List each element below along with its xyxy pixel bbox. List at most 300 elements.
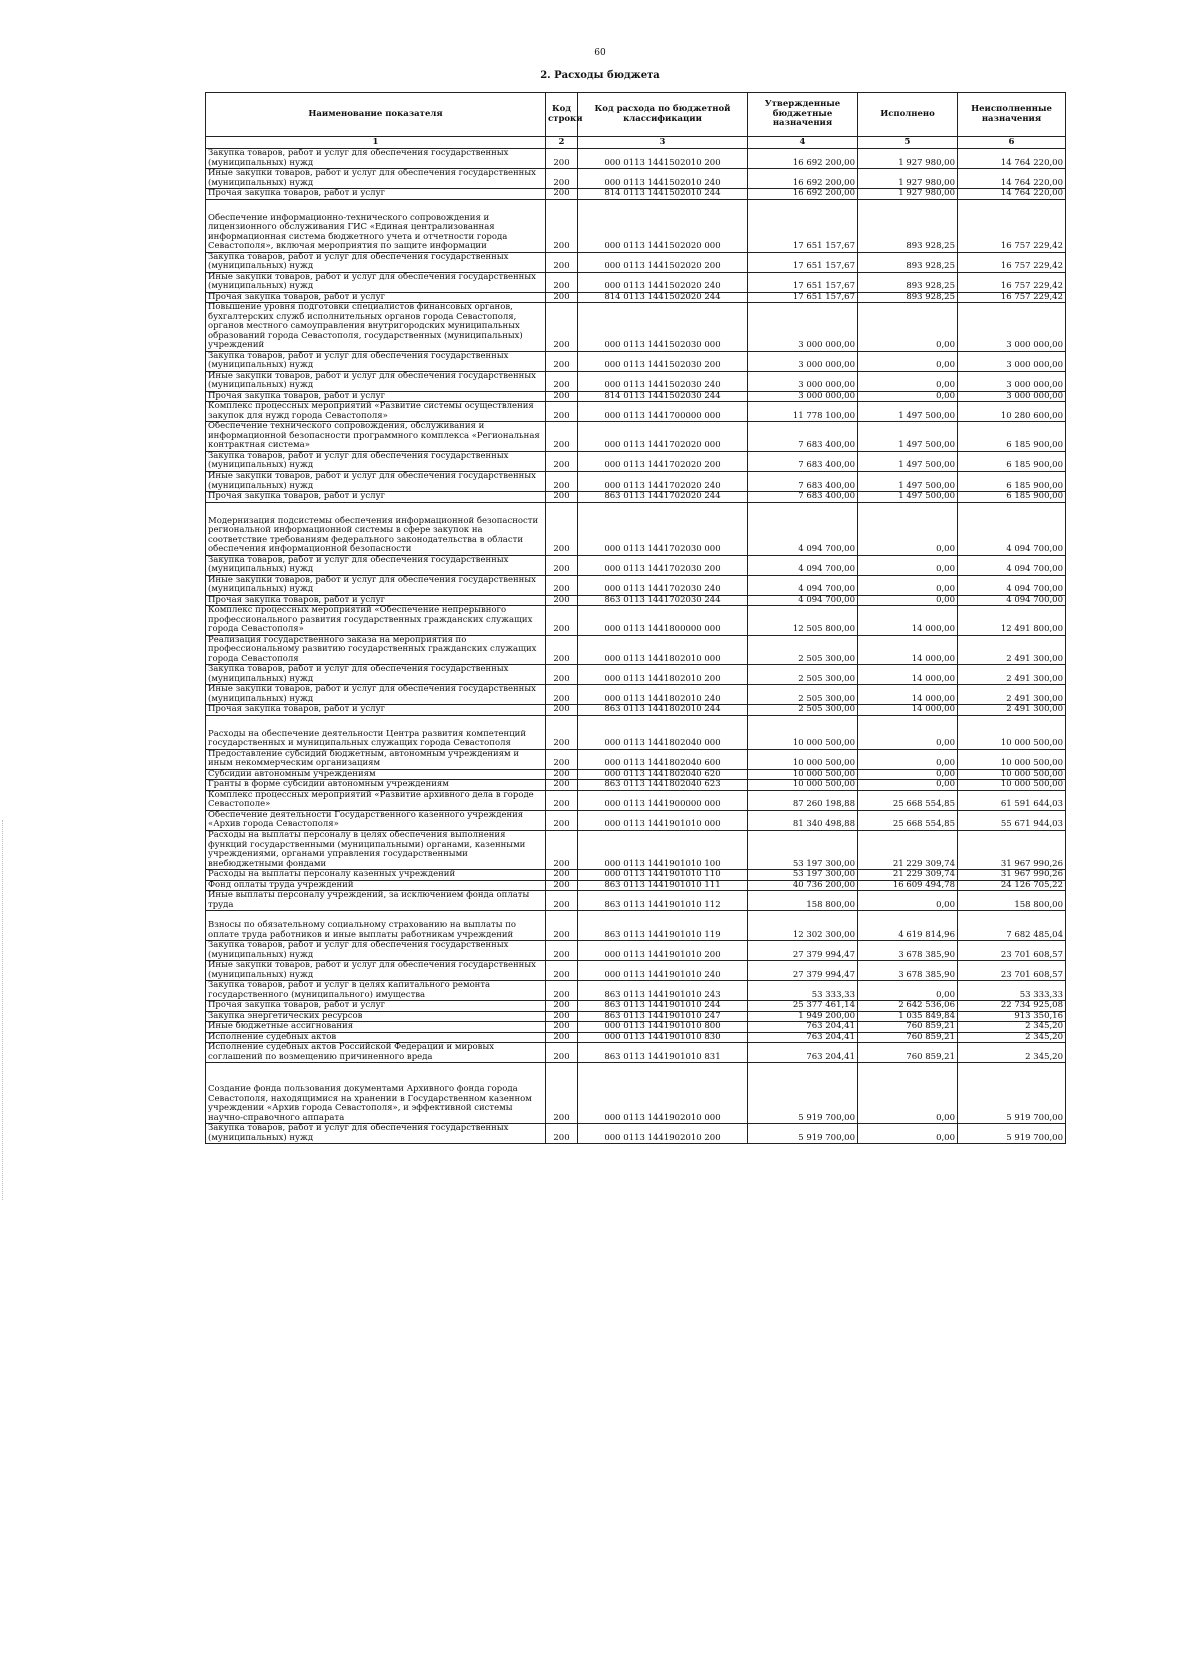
row-budget-code: 863 0113 1441702030 244 xyxy=(578,595,748,606)
row-approved: 763 204,41 xyxy=(748,1022,858,1033)
row-executed: 21 229 309,74 xyxy=(858,870,958,881)
row-budget-code: 814 0113 1441502030 244 xyxy=(578,391,748,402)
row-budget-code: 000 0113 1441502030 200 xyxy=(578,351,748,371)
table-row xyxy=(206,402,1066,422)
row-approved: 25 377 461,14 xyxy=(748,1001,858,1012)
row-approved: 10 000 500,00 xyxy=(748,780,858,791)
row-line-code: 200 xyxy=(546,1001,578,1012)
row-executed: 1 497 500,00 xyxy=(858,471,958,491)
row-budget-code: 863 0113 1441901010 831 xyxy=(578,1043,748,1063)
row-line-code: 200 xyxy=(546,1124,578,1144)
row-executed: 0,00 xyxy=(858,749,958,769)
row-approved: 12 302 300,00 xyxy=(748,911,858,941)
table-row xyxy=(206,391,1066,402)
table-row xyxy=(206,1063,1066,1124)
row-name: Закупка товаров, работ и услуг для обеспечения государственных (муниципальных) нужд xyxy=(206,665,546,685)
column-number: 1 xyxy=(206,137,546,149)
table-row xyxy=(206,292,1066,303)
row-line-code: 200 xyxy=(546,1063,578,1124)
table-row xyxy=(206,422,1066,452)
row-unexecuted: 55 671 944,03 xyxy=(958,810,1066,830)
row-budget-code: 863 0113 1441901010 247 xyxy=(578,1011,748,1022)
row-approved: 2 505 300,00 xyxy=(748,665,858,685)
table-row xyxy=(206,749,1066,769)
row-name: Иные закупки товаров, работ и услуг для обеспечения государственных (муниципальных) нужд xyxy=(206,961,546,981)
row-budget-code: 863 0113 1441802010 244 xyxy=(578,705,748,716)
row-name: Расходы на обеспечение деятельности Центра развития компетенций государственных и муниципальных служащих города Севастополя xyxy=(206,715,546,749)
row-line-code: 200 xyxy=(546,981,578,1001)
row-name: Модернизация подсистемы обеспечения информационной безопасности региональной информационной системы в сфере закупок на соответствие требованиям федерального законодательства в области обеспечения информационной безопасности xyxy=(206,502,546,555)
table-row xyxy=(206,715,1066,749)
row-executed: 14 000,00 xyxy=(858,685,958,705)
row-executed: 0,00 xyxy=(858,371,958,391)
column-number: 2 xyxy=(546,137,578,149)
row-approved: 7 683 400,00 xyxy=(748,471,858,491)
row-executed: 3 678 385,90 xyxy=(858,941,958,961)
row-executed: 0,00 xyxy=(858,891,958,911)
row-approved: 5 919 700,00 xyxy=(748,1063,858,1124)
row-line-code: 200 xyxy=(546,1032,578,1043)
row-unexecuted: 3 000 000,00 xyxy=(958,303,1066,352)
row-budget-code: 863 0113 1441901010 243 xyxy=(578,981,748,1001)
row-budget-code: 000 0113 1441901010 200 xyxy=(578,941,748,961)
row-name: Взносы по обязательному социальному страхованию на выплаты по оплате труда работников и иные выплаты работникам учреждений xyxy=(206,911,546,941)
row-approved: 10 000 500,00 xyxy=(748,749,858,769)
row-executed: 893 928,25 xyxy=(858,292,958,303)
row-approved: 81 340 498,88 xyxy=(748,810,858,830)
table-row xyxy=(206,635,1066,665)
table-row xyxy=(206,780,1066,791)
row-approved: 158 800,00 xyxy=(748,891,858,911)
row-budget-code: 000 0113 1441901010 830 xyxy=(578,1032,748,1043)
table-row xyxy=(206,471,1066,491)
row-unexecuted: 23 701 608,57 xyxy=(958,961,1066,981)
row-unexecuted: 14 764 220,00 xyxy=(958,189,1066,200)
row-executed: 760 859,21 xyxy=(858,1032,958,1043)
row-line-code: 200 xyxy=(546,880,578,891)
row-unexecuted: 14 764 220,00 xyxy=(958,149,1066,169)
row-budget-code: 863 0113 1441702020 244 xyxy=(578,492,748,503)
row-line-code: 200 xyxy=(546,252,578,272)
row-line-code: 200 xyxy=(546,451,578,471)
row-budget-code: 000 0113 1441700000 000 xyxy=(578,402,748,422)
row-unexecuted: 31 967 990,26 xyxy=(958,831,1066,870)
row-executed: 0,00 xyxy=(858,502,958,555)
row-line-code: 200 xyxy=(546,1022,578,1033)
row-name: Прочая закупка товаров, работ и услуг xyxy=(206,292,546,303)
row-approved: 10 000 500,00 xyxy=(748,715,858,749)
row-budget-code: 000 0113 1441901010 240 xyxy=(578,961,748,981)
table-row xyxy=(206,451,1066,471)
row-name: Предоставление субсидий бюджетным, автономным учреждениям и иным некоммерческим организациям xyxy=(206,749,546,769)
table-row xyxy=(206,606,1066,636)
row-approved: 2 505 300,00 xyxy=(748,705,858,716)
row-budget-code: 000 0113 1441802040 000 xyxy=(578,715,748,749)
table-row xyxy=(206,981,1066,1001)
row-approved: 763 204,41 xyxy=(748,1032,858,1043)
column-number: 6 xyxy=(958,137,1066,149)
row-budget-code: 000 0113 1441901010 000 xyxy=(578,810,748,830)
row-budget-code: 863 0113 1441802040 623 xyxy=(578,780,748,791)
row-line-code: 200 xyxy=(546,870,578,881)
row-budget-code: 000 0113 1441802010 200 xyxy=(578,665,748,685)
row-budget-code: 000 0113 1441702020 200 xyxy=(578,451,748,471)
row-name: Обеспечение информационно-технического сопровождения и лицензионного обслуживания ГИС «Единая централизованная информационная система бюджетного учета и отчетности города Севастополя», включая мероприятия по защите информации xyxy=(206,199,546,252)
row-executed: 0,00 xyxy=(858,595,958,606)
table-row xyxy=(206,705,1066,716)
row-name: Закупка товаров, работ и услуг для обеспечения государственных (муниципальных) нужд xyxy=(206,1124,546,1144)
table-row xyxy=(206,1124,1066,1144)
row-approved: 7 683 400,00 xyxy=(748,422,858,452)
row-unexecuted: 7 682 485,04 xyxy=(958,911,1066,941)
page-number: 60 xyxy=(594,48,606,58)
row-executed: 2 642 536,06 xyxy=(858,1001,958,1012)
row-name: Прочая закупка товаров, работ и услуг xyxy=(206,595,546,606)
row-name: Обеспечение технического сопровождения, обслуживания и информационной безопасности программного комплекса «Региональная контрактная система» xyxy=(206,422,546,452)
row-approved: 17 651 157,67 xyxy=(748,292,858,303)
row-executed: 1 927 980,00 xyxy=(858,189,958,200)
row-unexecuted: 2 491 300,00 xyxy=(958,685,1066,705)
row-line-code: 200 xyxy=(546,575,578,595)
row-line-code: 200 xyxy=(546,780,578,791)
row-line-code: 200 xyxy=(546,705,578,716)
row-budget-code: 863 0113 1441901010 112 xyxy=(578,891,748,911)
row-approved: 3 000 000,00 xyxy=(748,391,858,402)
column-number: 5 xyxy=(858,137,958,149)
table-row xyxy=(206,911,1066,941)
header-indicator-name: Наименование показателя xyxy=(206,93,546,137)
row-budget-code: 000 0113 1441802010 240 xyxy=(578,685,748,705)
row-budget-code: 000 0113 1441900000 000 xyxy=(578,790,748,810)
row-executed: 1 035 849,84 xyxy=(858,1011,958,1022)
row-name: Иные бюджетные ассигнования xyxy=(206,1022,546,1033)
table-row xyxy=(206,351,1066,371)
row-approved: 2 505 300,00 xyxy=(748,685,858,705)
row-approved: 4 094 700,00 xyxy=(748,575,858,595)
row-name: Иные выплаты персоналу учреждений, за исключением фонда оплаты труда xyxy=(206,891,546,911)
table-row xyxy=(206,941,1066,961)
row-budget-code: 000 0113 1441802040 600 xyxy=(578,749,748,769)
table-body xyxy=(206,149,1066,1144)
row-approved: 53 197 300,00 xyxy=(748,831,858,870)
row-name: Иные закупки товаров, работ и услуг для обеспечения государственных (муниципальных) нужд xyxy=(206,471,546,491)
row-unexecuted: 2 345,20 xyxy=(958,1032,1066,1043)
table-row xyxy=(206,870,1066,881)
row-name: Закупка энергетических ресурсов xyxy=(206,1011,546,1022)
row-line-code: 200 xyxy=(546,555,578,575)
row-executed: 893 928,25 xyxy=(858,199,958,252)
row-approved: 5 919 700,00 xyxy=(748,1124,858,1144)
row-name: Расходы на выплаты персоналу казенных учреждений xyxy=(206,870,546,881)
row-approved: 3 000 000,00 xyxy=(748,303,858,352)
row-approved: 40 736 200,00 xyxy=(748,880,858,891)
row-budget-code: 000 0113 1441902010 000 xyxy=(578,1063,748,1124)
row-unexecuted: 4 094 700,00 xyxy=(958,575,1066,595)
row-budget-code: 863 0113 1441901010 244 xyxy=(578,1001,748,1012)
table-row xyxy=(206,272,1066,292)
row-unexecuted: 4 094 700,00 xyxy=(958,502,1066,555)
budget-expenses-table xyxy=(205,92,1066,1144)
row-budget-code: 863 0113 1441901010 111 xyxy=(578,880,748,891)
row-executed: 0,00 xyxy=(858,1063,958,1124)
row-name: Иные закупки товаров, работ и услуг для обеспечения государственных (муниципальных) нужд xyxy=(206,575,546,595)
row-unexecuted: 10 280 600,00 xyxy=(958,402,1066,422)
row-unexecuted: 5 919 700,00 xyxy=(958,1063,1066,1124)
row-name: Закупка товаров, работ и услуг для обеспечения государственных (муниципальных) нужд xyxy=(206,351,546,371)
row-approved: 17 651 157,67 xyxy=(748,199,858,252)
row-line-code: 200 xyxy=(546,272,578,292)
row-unexecuted: 6 185 900,00 xyxy=(958,471,1066,491)
row-line-code: 200 xyxy=(546,769,578,780)
row-unexecuted: 2 491 300,00 xyxy=(958,635,1066,665)
row-unexecuted: 22 734 925,08 xyxy=(958,1001,1066,1012)
row-executed: 0,00 xyxy=(858,351,958,371)
row-line-code: 200 xyxy=(546,891,578,911)
row-approved: 10 000 500,00 xyxy=(748,769,858,780)
row-name: Прочая закупка товаров, работ и услуг xyxy=(206,391,546,402)
row-line-code: 200 xyxy=(546,502,578,555)
row-unexecuted: 4 094 700,00 xyxy=(958,595,1066,606)
row-name: Комплекс процессных мероприятий «Обеспечение непрерывного профессионального развития государственных гражданских служащих города Севастополя» xyxy=(206,606,546,636)
table-row xyxy=(206,891,1066,911)
row-line-code: 200 xyxy=(546,402,578,422)
table-row xyxy=(206,831,1066,870)
row-budget-code: 000 0113 1441702020 000 xyxy=(578,422,748,452)
row-unexecuted: 2 491 300,00 xyxy=(958,705,1066,716)
row-name: Повышение уровня подготовки специалистов финансовых органов, бухгалтерских служб исполнительных органов города Севастополя, органов местного самоуправления внутригородских муниципальных образований города Севастополя, государственных (муниципальных) учреждений xyxy=(206,303,546,352)
table-row xyxy=(206,169,1066,189)
row-executed: 0,00 xyxy=(858,715,958,749)
row-name: Прочая закупка товаров, работ и услуг xyxy=(206,1001,546,1012)
row-executed: 25 668 554,85 xyxy=(858,810,958,830)
row-budget-code: 000 0113 1441802010 000 xyxy=(578,635,748,665)
row-executed: 1 497 500,00 xyxy=(858,422,958,452)
row-line-code: 200 xyxy=(546,749,578,769)
row-unexecuted: 6 185 900,00 xyxy=(958,492,1066,503)
table-row xyxy=(206,665,1066,685)
row-unexecuted: 31 967 990,26 xyxy=(958,870,1066,881)
table-row xyxy=(206,502,1066,555)
row-approved: 4 094 700,00 xyxy=(748,595,858,606)
scan-margin-mark xyxy=(2,820,4,1200)
row-name: Иные закупки товаров, работ и услуг для обеспечения государственных (муниципальных) нужд xyxy=(206,169,546,189)
row-executed: 21 229 309,74 xyxy=(858,831,958,870)
row-line-code: 200 xyxy=(546,831,578,870)
table-row xyxy=(206,189,1066,200)
row-unexecuted: 61 591 644,03 xyxy=(958,790,1066,810)
row-unexecuted: 10 000 500,00 xyxy=(958,715,1066,749)
table-row xyxy=(206,961,1066,981)
table-row xyxy=(206,810,1066,830)
header-line-code: Код строки xyxy=(546,93,578,137)
row-line-code: 200 xyxy=(546,715,578,749)
row-name: Иные закупки товаров, работ и услуг для обеспечения государственных (муниципальных) нужд xyxy=(206,685,546,705)
row-approved: 16 692 200,00 xyxy=(748,149,858,169)
row-executed: 1 497 500,00 xyxy=(858,451,958,471)
row-approved: 3 000 000,00 xyxy=(748,351,858,371)
row-unexecuted: 16 757 229,42 xyxy=(958,272,1066,292)
row-unexecuted: 6 185 900,00 xyxy=(958,422,1066,452)
row-unexecuted: 913 350,16 xyxy=(958,1011,1066,1022)
row-executed: 893 928,25 xyxy=(858,272,958,292)
row-line-code: 200 xyxy=(546,810,578,830)
row-approved: 17 651 157,67 xyxy=(748,272,858,292)
row-line-code: 200 xyxy=(546,911,578,941)
row-line-code: 200 xyxy=(546,371,578,391)
row-line-code: 200 xyxy=(546,665,578,685)
table-row xyxy=(206,575,1066,595)
row-line-code: 200 xyxy=(546,199,578,252)
row-approved: 27 379 994,47 xyxy=(748,941,858,961)
row-name: Иные закупки товаров, работ и услуг для обеспечения государственных (муниципальных) нужд xyxy=(206,371,546,391)
row-approved: 11 778 100,00 xyxy=(748,402,858,422)
row-approved: 53 197 300,00 xyxy=(748,870,858,881)
table-row xyxy=(206,555,1066,575)
table-row xyxy=(206,1001,1066,1012)
row-name: Исполнение судебных актов xyxy=(206,1032,546,1043)
row-line-code: 200 xyxy=(546,790,578,810)
table-row xyxy=(206,492,1066,503)
row-executed: 14 000,00 xyxy=(858,705,958,716)
row-name: Исполнение судебных актов Российской Федерации и мировых соглашений по возмещению причиненного вреда xyxy=(206,1043,546,1063)
row-budget-code: 000 0113 1441702030 240 xyxy=(578,575,748,595)
row-name: Гранты в форме субсидии автономным учреждениям xyxy=(206,780,546,791)
table-row xyxy=(206,790,1066,810)
row-line-code: 200 xyxy=(546,635,578,665)
row-budget-code: 000 0113 1441502020 240 xyxy=(578,272,748,292)
row-unexecuted: 3 000 000,00 xyxy=(958,351,1066,371)
row-budget-code: 000 0113 1441502020 000 xyxy=(578,199,748,252)
row-executed: 0,00 xyxy=(858,769,958,780)
row-line-code: 200 xyxy=(546,1043,578,1063)
row-line-code: 200 xyxy=(546,189,578,200)
row-line-code: 200 xyxy=(546,1011,578,1022)
row-line-code: 200 xyxy=(546,149,578,169)
row-executed: 0,00 xyxy=(858,1124,958,1144)
row-unexecuted: 10 000 500,00 xyxy=(958,749,1066,769)
row-approved: 4 094 700,00 xyxy=(748,502,858,555)
row-approved: 53 333,33 xyxy=(748,981,858,1001)
row-line-code: 200 xyxy=(546,941,578,961)
row-executed: 14 000,00 xyxy=(858,606,958,636)
row-name: Комплекс процессных мероприятий «Развитие системы осуществления закупок для нужд города Севастополя» xyxy=(206,402,546,422)
row-budget-code: 000 0113 1441901010 110 xyxy=(578,870,748,881)
row-executed: 14 000,00 xyxy=(858,665,958,685)
row-unexecuted: 16 757 229,42 xyxy=(958,252,1066,272)
row-executed: 0,00 xyxy=(858,981,958,1001)
row-executed: 25 668 554,85 xyxy=(858,790,958,810)
row-line-code: 200 xyxy=(546,492,578,503)
row-name: Прочая закупка товаров, работ и услуг xyxy=(206,705,546,716)
row-executed: 16 609 494,78 xyxy=(858,880,958,891)
row-approved: 7 683 400,00 xyxy=(748,492,858,503)
row-approved: 2 505 300,00 xyxy=(748,635,858,665)
row-executed: 893 928,25 xyxy=(858,252,958,272)
table-row xyxy=(206,1043,1066,1063)
row-approved: 7 683 400,00 xyxy=(748,451,858,471)
row-budget-code: 000 0113 1441702020 240 xyxy=(578,471,748,491)
row-unexecuted: 2 345,20 xyxy=(958,1022,1066,1033)
row-executed: 0,00 xyxy=(858,303,958,352)
row-approved: 763 204,41 xyxy=(748,1043,858,1063)
table-row xyxy=(206,252,1066,272)
table-row xyxy=(206,199,1066,252)
row-executed: 760 859,21 xyxy=(858,1043,958,1063)
row-unexecuted: 24 126 705,22 xyxy=(958,880,1066,891)
table-row xyxy=(206,149,1066,169)
row-unexecuted: 3 000 000,00 xyxy=(958,391,1066,402)
row-line-code: 200 xyxy=(546,471,578,491)
table-row xyxy=(206,371,1066,391)
row-name: Обеспечение деятельности Государственного казенного учреждения «Архив города Севастополя» xyxy=(206,810,546,830)
row-budget-code: 814 0113 1441502020 244 xyxy=(578,292,748,303)
header-executed: Исполнено xyxy=(858,93,958,137)
row-line-code: 200 xyxy=(546,595,578,606)
row-line-code: 200 xyxy=(546,303,578,352)
row-budget-code: 000 0113 1441800000 000 xyxy=(578,606,748,636)
header-approved: Утвержденные бюджетные назначения xyxy=(748,93,858,137)
row-budget-code: 814 0113 1441502010 244 xyxy=(578,189,748,200)
row-approved: 4 094 700,00 xyxy=(748,555,858,575)
row-approved: 12 505 800,00 xyxy=(748,606,858,636)
row-approved: 27 379 994,47 xyxy=(748,961,858,981)
row-unexecuted: 10 000 500,00 xyxy=(958,769,1066,780)
table-row xyxy=(206,880,1066,891)
row-budget-code: 000 0113 1441902010 200 xyxy=(578,1124,748,1144)
section-title: 2. Расходы бюджета xyxy=(540,70,660,81)
row-name: Комплекс процессных мероприятий «Развитие архивного дела в городе Севастополе» xyxy=(206,790,546,810)
row-approved: 16 692 200,00 xyxy=(748,169,858,189)
row-name: Закупка товаров, работ и услуг для обеспечения государственных (муниципальных) нужд xyxy=(206,149,546,169)
row-budget-code: 000 0113 1441502030 240 xyxy=(578,371,748,391)
row-unexecuted: 16 757 229,42 xyxy=(958,199,1066,252)
row-name: Закупка товаров, работ и услуг для обеспечения государственных (муниципальных) нужд xyxy=(206,555,546,575)
row-executed: 0,00 xyxy=(858,555,958,575)
row-line-code: 200 xyxy=(546,391,578,402)
row-line-code: 200 xyxy=(546,961,578,981)
row-budget-code: 000 0113 1441802040 620 xyxy=(578,769,748,780)
row-name: Расходы на выплаты персоналу в целях обеспечения выполнения функций государственными (муниципальными) органами, казенными учреждениями, органами управления государственными внебюджетными фондами xyxy=(206,831,546,870)
header-unexecuted: Неисполненные назначения xyxy=(958,93,1066,137)
row-name: Закупка товаров, работ и услуг для обеспечения государственных (муниципальных) нужд xyxy=(206,451,546,471)
row-name: Закупка товаров, работ и услуг для обеспечения государственных (муниципальных) нужд xyxy=(206,252,546,272)
row-budget-code: 863 0113 1441901010 119 xyxy=(578,911,748,941)
row-budget-code: 000 0113 1441702030 200 xyxy=(578,555,748,575)
row-budget-code: 000 0113 1441502010 200 xyxy=(578,149,748,169)
row-executed: 1 497 500,00 xyxy=(858,492,958,503)
row-executed: 4 619 814,96 xyxy=(858,911,958,941)
row-executed: 0,00 xyxy=(858,575,958,595)
row-approved: 3 000 000,00 xyxy=(748,371,858,391)
row-executed: 1 497 500,00 xyxy=(858,402,958,422)
row-name: Прочая закупка товаров, работ и услуг xyxy=(206,492,546,503)
row-line-code: 200 xyxy=(546,351,578,371)
row-name: Создание фонда пользования документами Архивного фонда города Севастополя, находящимися на хранении в Государственном казенном учреждении «Архив города Севастополя», и эффективной системы научно-справочного аппарата xyxy=(206,1063,546,1124)
row-budget-code: 000 0113 1441901010 100 xyxy=(578,831,748,870)
row-unexecuted: 2 491 300,00 xyxy=(958,665,1066,685)
row-unexecuted: 4 094 700,00 xyxy=(958,555,1066,575)
row-unexecuted: 158 800,00 xyxy=(958,891,1066,911)
row-name: Закупка товаров, работ и услуг в целях капитального ремонта государственного (муниципального) имущества xyxy=(206,981,546,1001)
row-unexecuted: 6 185 900,00 xyxy=(958,451,1066,471)
row-budget-code: 000 0113 1441901010 800 xyxy=(578,1022,748,1033)
row-executed: 3 678 385,90 xyxy=(858,961,958,981)
row-approved: 87 260 198,88 xyxy=(748,790,858,810)
row-budget-code: 000 0113 1441502010 240 xyxy=(578,169,748,189)
row-line-code: 200 xyxy=(546,606,578,636)
row-executed: 1 927 980,00 xyxy=(858,149,958,169)
row-unexecuted: 10 000 500,00 xyxy=(958,780,1066,791)
